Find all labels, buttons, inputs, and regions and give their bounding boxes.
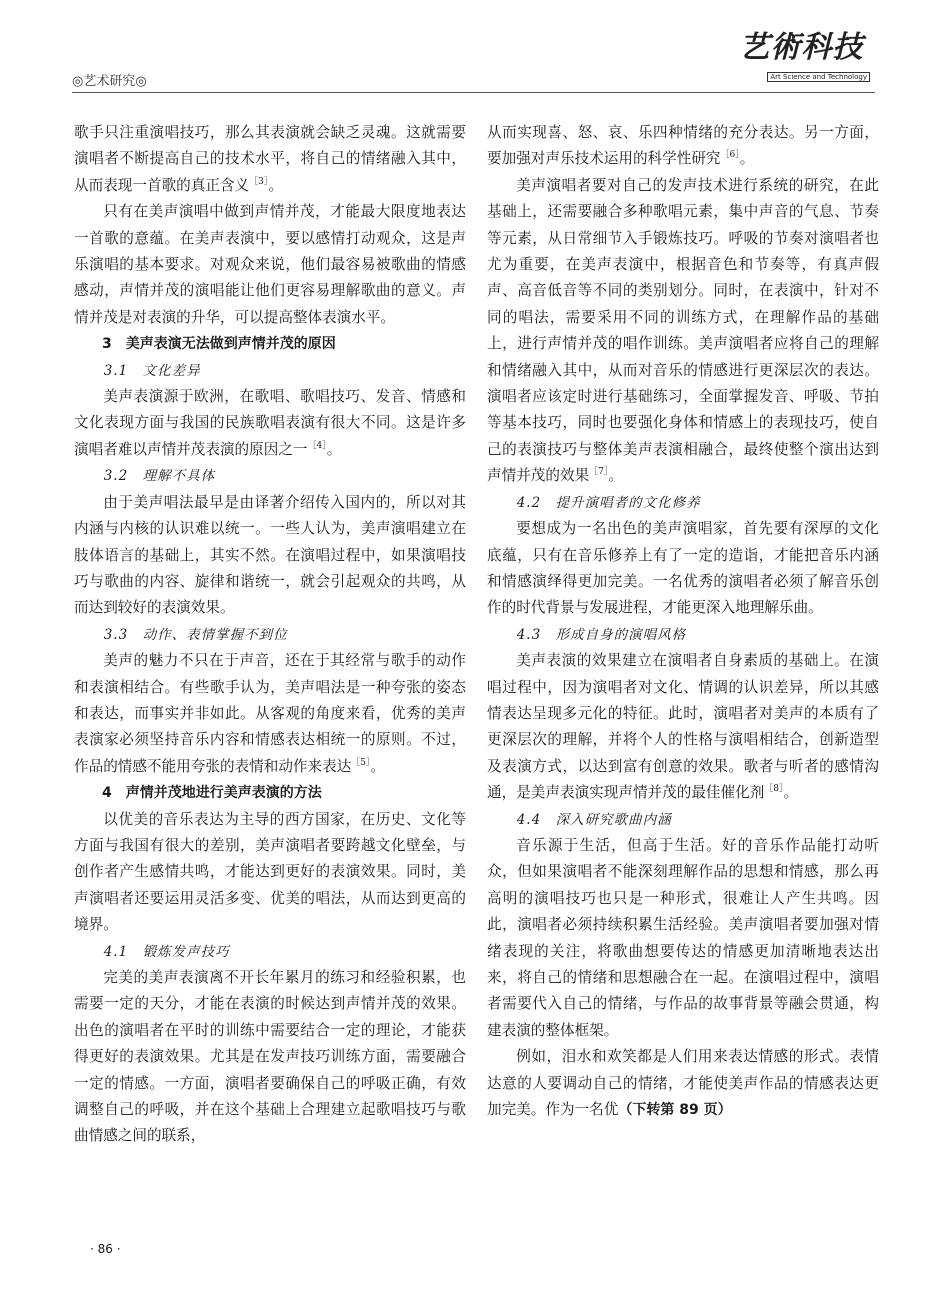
header-divider [72, 92, 875, 93]
paragraph: 要想成为一名出色的美声演唱家，首先要有深厚的文化底蕴，只有在音乐修养上有了一定的造诣，才能把音乐内涵和情感演绎得更加完美。一名优秀的演唱者必须了解音乐创作的时代背景与发展进程，才能更深入地理解乐曲。 [487, 520, 879, 617]
logo-english-text: Art Science and Technology [767, 72, 870, 82]
paragraph: 由于美声唱法最早是由译著介绍传入国内的，所以对其内涵与内核的认识难以统一。一些人认为，美声演唱建立在肢体语言的基础上，其实不然。在演唱过程中，如果演唱技巧与歌曲的内容、旋律和谐统一，就会引起观众的共鸣，从而达到较好的表演效果。 [74, 493, 466, 617]
citation: ［3］ [249, 176, 269, 187]
citation: ［5］ [351, 757, 371, 768]
paragraph: 完美的美声表演离不开长年累月的练习和经验积累，也需要一定的天分，才能在表演的时候达到声情并茂的效果。出色的演唱者在平时的训练中需要结合一定的理论，才能获得更好的表演效果。尤其是在发声技巧训练方面，需要融合一定的情感。一方面，演唱者要确保自己的呼吸正确，有效调整自己的呼吸，并在这个基础上合理建立起歌唱技巧与歌曲情感之间的联系， [74, 969, 466, 1145]
paragraph: 美声表演的效果建立在演唱者自身素质的基础上。在演唱过程中，因为演唱者对文化、情调的认识差异，所以其感情表达呈现多元化的特征。此时，演唱者对美声的本质有了更深层次的理解，并将个人的性格与演唱相结合，创新造型及表演方式，以达到富有创意的效果。歌者与听者的感情沟通，是美声表演实现声情并茂的最佳催化剂$^{[8]}$。 [487, 652, 879, 802]
paragraph: 例如，泪水和欢笑都是人们用来表达情感的形式。表情达意的人要调动自己的情绪，才能使美声作品的情感表达更加完美。作为一名优（下转第 89 页） [487, 1048, 879, 1119]
subsection-heading-4-4: 4.4 深入研究歌曲内涵 [516, 811, 672, 828]
left-column [74, 120, 466, 1150]
page-number: · 86 · [90, 1242, 121, 1256]
section-title: ◎艺术研究◎ [72, 74, 147, 89]
citation: ［4］ [307, 440, 327, 451]
logo-chinese-text: 艺術科技 [739, 30, 864, 65]
section-heading-3: 3 美声表演无法做到声情并茂的原因 [102, 336, 336, 353]
subsection-heading-4-1: 4.1 锻炼发声技巧 [103, 943, 230, 960]
citation: ［8］ [764, 784, 784, 795]
subsection-heading-4-2: 4.2 提升演唱者的文化修养 [516, 494, 701, 511]
subsection-heading-3-1: 3.1 文化差异 [103, 362, 201, 379]
continued-note: （下转第 89 页） [618, 1102, 732, 1119]
citation: ［6］ [720, 150, 740, 161]
paragraph: 美声表演源于欧洲，在歌唱、歌唱技巧、发音、情感和文化表现方面与我国的民族歌唱表演有很大不同。这是许多演唱者难以声情并茂表演的原因之一$^{[4]}$。 [74, 388, 466, 458]
subsection-heading-3-2: 3.2 理解不具体 [103, 468, 216, 485]
subsection-heading-4-3: 4.3 形成自身的演唱风格 [516, 626, 687, 643]
section-heading-4: 4 声情并茂地进行美声表演的方法 [102, 785, 322, 802]
paragraph: 以优美的音乐表达为主导的西方国家，在历史、文化等方面与我国有很大的差别，美声演唱者要跨越文化壁垒，与创作者产生感情共鸣，才能达到更好的表演效果。同时，美声演唱者还要运用灵活多变、优美的唱法，从而达到更高的境界。 [74, 810, 466, 934]
paragraph: 歌手只注重演唱技巧，那么其表演就会缺乏灵魂。这就需要演唱者不断提高自己的技术水平，将自己的情绪融入其中，从而表现一首歌的真正含义$^{[3]}$。 [74, 124, 466, 194]
citation: ［7］ [589, 467, 609, 478]
paragraph: 音乐源于生活，但高于生活。好的音乐作品能打动听众，但如果演唱者不能深刻理解作品的思想和情感，那么再高明的演唱技巧也只是一种形式，很难让人产生共鸣。因此，演唱者必须持续积累生活经验。美声演唱者要加强对情绪表现的关注，将歌曲想要传达的情感更加清晰地表达出来，将自己的情绪和思想融合在一起。在演唱过程中，演唱者需要代入自己的情绪，与作品的故事背景等融会贯通，构建表演的整体框架。 [487, 836, 879, 1039]
right-column [487, 120, 879, 1123]
subsection-heading-3-3: 3.3 动作、表情掌握不到位 [103, 626, 288, 643]
paragraph: 从而实现喜、怒、哀、乐四种情绪的充分表达。另一方面，要加强对声乐技术运用的科学性研究$^{[6]}$。 [487, 124, 879, 168]
paragraph: 只有在美声演唱中做到声情并茂，才能最大限度地表达一首歌的意蕴。在美声表演中，要以感情打动观众，这是声乐演唱的基本要求。对观众来说，他们最容易被歌曲的情感感动，声情并茂的演唱能让他们更容易理解歌曲的意义。声情并茂是对表演的升华，可以提高整体表演水平。 [74, 203, 466, 326]
journal-logo [739, 32, 870, 83]
paragraph: 美声的魅力不只在于声音，还在于其经常与歌手的动作和表演相结合。有些歌手认为，美声唱法是一种夸张的姿态和表达，而事实并非如此。从客观的角度来看，优秀的美声表演家必须坚持音乐内容和情感表达相统一的原则。不过，作品的情感不能用夸张的表情和动作来表达$^{[5]}$。 [74, 652, 466, 775]
paragraph: 美声演唱者要对自己的发声技术进行系统的研究，在此基础上，还需要融合多种歌唱元素，集中声音的气息、节奏等元素，从日常细节入手锻炼技巧。呼吸的节奏对演唱者也尤为重要，在美声表演中，根据音色和节奏等，有真声假声、高音低音等不同的类别划分。同时，在表演中，针对不同的唱法，需要采用不同的训练方式，在理解作品的基础上，进行声情并茂的唱作训练。美声演唱者应将自己的理解和情绪融入其中，从而对音乐的情感进行更深层次的表达。演唱者应该定时进行基础练习，全面掌握发音、呼吸、节拍等基本技巧，同时也要强化身体和情感上的表现技巧，使自己的表演技巧与整体美声表演相融合，最终使整个演出达到声情并茂的效果$^{[7]}$。 [487, 176, 879, 485]
